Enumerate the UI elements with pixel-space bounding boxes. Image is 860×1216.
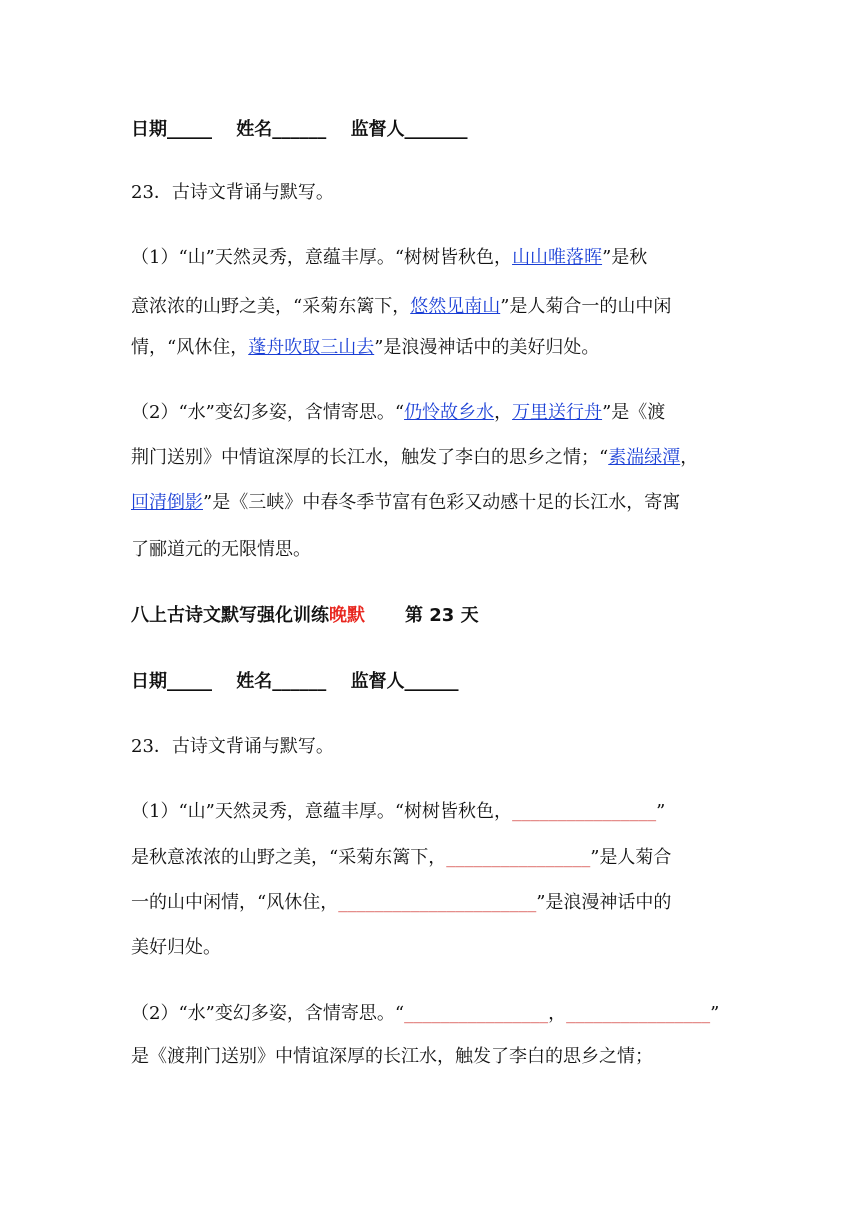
p1-line-1: （1）“山”天然灵秀，意蕴丰厚。“树树皆秋色，山山唯落晖”是秋 [131,247,648,268]
p2-line-3: 回清倒影”是《三峡》中春冬季节富有色彩又动感十足的长江水，寄寓 [131,492,681,513]
answer-blank[interactable]: ________________ [566,1003,711,1024]
name-field: 姓名______ [236,671,327,692]
answer-blank[interactable]: ______________________ [338,892,537,913]
day-label: 第 23 天 [405,605,479,626]
name-field: 姓名______ [236,119,327,140]
answer-text: 蓬舟吹取三山去 [248,337,375,358]
p2-line-1: （2）“水”变幻多姿，含情寄思。“________________，________________” [131,1003,720,1024]
answer-text: 仍怜故乡水 [404,402,495,423]
evening-label: 晚默 [329,605,365,626]
date-field: 日期_____ [131,671,212,692]
supervisor-field: 监督人______ [350,671,459,692]
answer-text: 悠然见南山 [410,296,501,317]
answer-blank[interactable]: ________________ [512,801,657,822]
p2-line-1: （2）“水”变幻多姿，含情寄思。“仍怜故乡水，万里送行舟”是《渡 [131,402,666,423]
answer-text: 回清倒影 [131,492,203,513]
answer-text: 素湍绿潭 [608,447,681,468]
header-row [131,670,731,694]
question-title: 23．古诗文背诵与默写。 [131,182,334,203]
answer-blank[interactable]: ________________ [446,847,591,868]
p1-line-4: 美好归处。 [131,937,221,958]
p1-line-1: （1）“山”天然灵秀，意蕴丰厚。“树树皆秋色，________________” [131,801,666,822]
answer-text: 山山唯落晖 [512,247,603,268]
date-field: 日期_____ [131,119,212,140]
p1-line-2: 是秋意浓浓的山野之美，“采菊东篱下，________________”是人菊合 [131,847,672,868]
answer-text: 万里送行舟 [512,402,603,423]
p2-line-2: 是《渡荆门送别》中情谊深厚的长江水，触发了李白的思乡之情； [131,1046,653,1067]
supervisor-field: 监督人_______ [350,119,468,140]
section-title: 八上古诗文默写强化训练晚默 第 23 天 [131,605,479,626]
header-row [131,118,731,142]
p1-line-2: 意浓浓的山野之美，“采菊东篱下，悠然见南山”是人菊合一的山中闲 [131,296,672,317]
p1-line-3: 情，“风休住，蓬舟吹取三山去”是浪漫神话中的美好归处。 [131,337,600,358]
p1-line-3: 一的山中闲情，“风休住，______________________”是浪漫神话中的 [131,892,672,913]
answer-blank[interactable]: ________________ [404,1003,549,1024]
question-title: 23．古诗文背诵与默写。 [131,736,334,757]
p2-line-2: 荆门送别》中情谊深厚的长江水，触发了李白的思乡之情；“素湍绿潭， [131,447,699,468]
p2-line-4: 了郦道元的无限情思。 [131,539,311,560]
